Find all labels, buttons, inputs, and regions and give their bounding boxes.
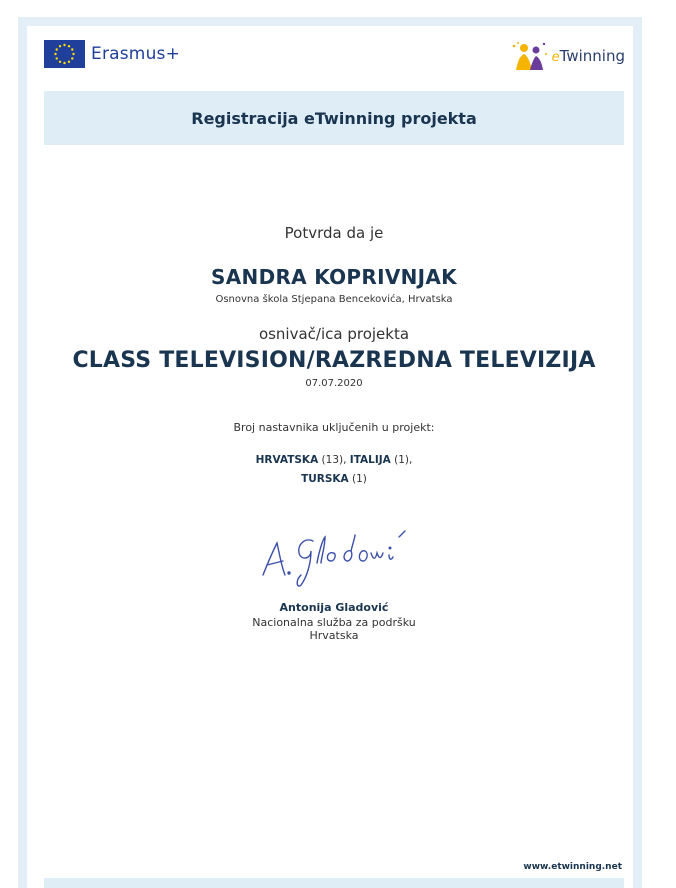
recipient-name: SANDRA KOPRIVNJAK bbox=[211, 265, 457, 289]
school-name: Osnovna škola Stjepana Bencekovića, Hrvatska bbox=[215, 294, 453, 305]
title-band bbox=[44, 91, 624, 145]
country-name: ITALIJA bbox=[349, 454, 391, 466]
country-count: (13), bbox=[321, 454, 347, 466]
signature-image bbox=[255, 515, 415, 594]
confirm-text: Potvrda da je bbox=[284, 224, 384, 242]
teachers-label: Broj nastavnika uključenih u projekt: bbox=[233, 421, 435, 434]
signer-name: Antonija Gladović bbox=[279, 601, 389, 614]
countries-list bbox=[44, 451, 624, 489]
project-title: CLASS TELEVISION/RAZREDNA TELEVIZIJA bbox=[72, 348, 596, 373]
etwinning-logo bbox=[510, 40, 625, 72]
etwinning-figure-icon bbox=[510, 40, 550, 72]
bottom-band bbox=[44, 878, 624, 888]
country-count: (1), bbox=[394, 454, 413, 466]
country-name: TURSKA bbox=[301, 473, 349, 485]
role-text: osnivač/ica projekta bbox=[258, 325, 410, 343]
signer-country: Hrvatska bbox=[309, 629, 359, 642]
website-link[interactable]: www.etwinning.net bbox=[523, 862, 622, 872]
signer-organization bbox=[44, 616, 624, 642]
certificate-title: Registracija eTwinning projekta bbox=[191, 108, 477, 128]
signer-org-name: Nacionalna služba za podršku bbox=[252, 616, 416, 629]
erasmus-logo bbox=[44, 40, 180, 68]
eu-flag-icon bbox=[44, 40, 85, 68]
country-count: (1) bbox=[352, 473, 367, 485]
project-date: 07.07.2020 bbox=[305, 378, 363, 389]
etwinning-label: eTwinning bbox=[551, 47, 625, 65]
erasmus-label: Erasmus+ bbox=[91, 44, 181, 64]
country-name: HRVATSKA bbox=[255, 454, 319, 466]
